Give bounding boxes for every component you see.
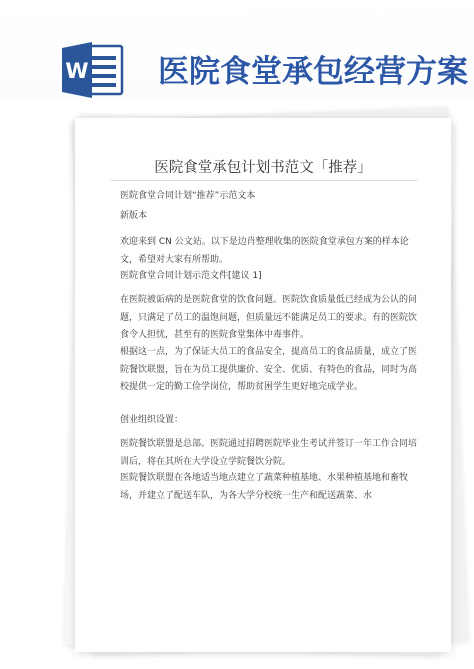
paragraph-org-heading: 创业组织设置： bbox=[120, 415, 184, 425]
title-divider bbox=[111, 180, 417, 181]
paragraph-purpose: 根据这一点，为了保证大员工的食品安全，提高员工的食品质量，成立了医院餐饮联盟，旨在为员工提供廉价、安全、优质、有特色的食品，同时为高校提供一定的勤工俭学岗位，帮助贫困学生更好地完成学业。 bbox=[120, 347, 418, 392]
paragraph-version: 新版本 bbox=[120, 211, 148, 221]
document-page bbox=[75, 118, 451, 652]
paragraph-subtitle: 医院食堂合同计划“推荐”示范文本 bbox=[120, 191, 256, 201]
word-icon-letter: W bbox=[65, 59, 89, 83]
paragraph-bases: 医院餐饮联盟在各地适当地点建立了蔬菜种植基地、水果种植基地和畜牧场，并建立了配送车队，为各大学分校统一生产和配送蔬菜、水 bbox=[120, 473, 409, 501]
document-title: 医院食堂承包计划书范文「推荐」 bbox=[154, 160, 372, 176]
header-banner bbox=[0, 0, 474, 100]
paragraph-headquarters: 医院餐饮联盟是总部。医院通过招聘医院毕业生考试并签订一年工作合同培训后，将在其所在大学设立学院餐饮分院。 bbox=[120, 439, 418, 467]
paragraph-welcome: 欢迎来到 CN 公文站。以下是边肖整理收集的医院食堂承包方案的样本论文，希望对大家有所帮助。 bbox=[120, 237, 409, 265]
word-document-icon bbox=[60, 40, 126, 100]
paragraph-section-heading: 医院食堂合同计划示范文件[建议 1] bbox=[120, 271, 262, 281]
paragraph-problem: 在医院被诟病的是医院食堂的饮食问题。医院饮食质量低已经成为公认的问题，只满足了员工的温饱问题，但质量远不能满足员工的要求。有的医院饮食令人担忧，甚至有的医院食堂集体中毒事件。 bbox=[120, 295, 418, 340]
page-title: 医院食堂承包经营方案 bbox=[158, 54, 468, 90]
